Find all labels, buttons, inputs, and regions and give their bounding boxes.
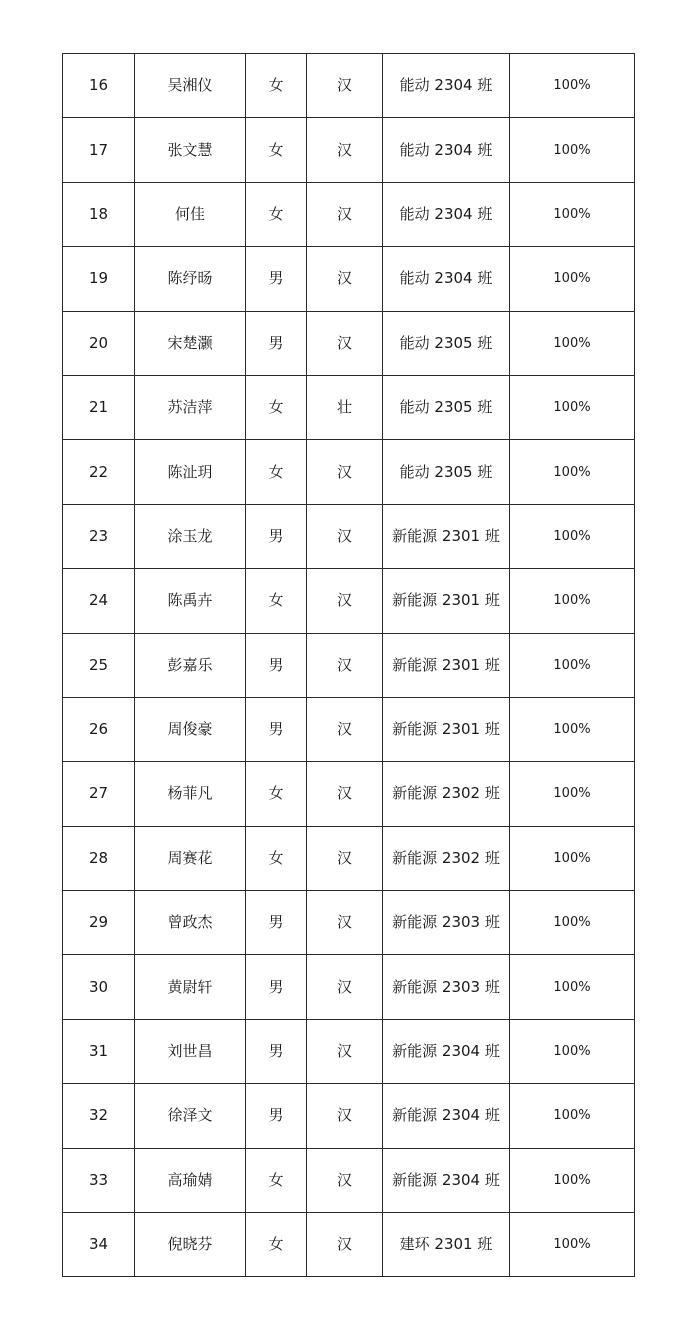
table-row xyxy=(63,826,635,890)
student-ethnicity: 汉 xyxy=(307,1213,383,1277)
table-row xyxy=(63,54,635,118)
completion-rate: 100% xyxy=(510,182,635,246)
completion-rate: 100% xyxy=(510,1019,635,1083)
student-name: 周俊豪 xyxy=(135,697,246,761)
student-ethnicity: 汉 xyxy=(307,118,383,182)
student-ethnicity: 汉 xyxy=(307,1148,383,1212)
student-class: 建环 2301 班 xyxy=(383,1213,510,1277)
student-gender: 男 xyxy=(246,311,307,375)
student-class: 能动 2304 班 xyxy=(383,182,510,246)
roster-table-body xyxy=(63,54,635,1277)
student-ethnicity: 汉 xyxy=(307,955,383,1019)
completion-rate: 100% xyxy=(510,826,635,890)
completion-rate: 100% xyxy=(510,569,635,633)
row-number: 23 xyxy=(63,504,135,568)
student-class: 新能源 2301 班 xyxy=(383,697,510,761)
row-number: 30 xyxy=(63,955,135,1019)
student-name: 陈纾旸 xyxy=(135,247,246,311)
row-number: 28 xyxy=(63,826,135,890)
table-row xyxy=(63,311,635,375)
student-name: 苏洁萍 xyxy=(135,375,246,439)
table-row xyxy=(63,569,635,633)
student-name: 何佳 xyxy=(135,182,246,246)
completion-rate: 100% xyxy=(510,311,635,375)
student-ethnicity: 汉 xyxy=(307,1084,383,1148)
completion-rate: 100% xyxy=(510,955,635,1019)
student-gender: 男 xyxy=(246,697,307,761)
student-gender: 女 xyxy=(246,182,307,246)
student-class: 新能源 2302 班 xyxy=(383,762,510,826)
student-gender: 女 xyxy=(246,440,307,504)
student-ethnicity: 汉 xyxy=(307,182,383,246)
student-name: 刘世昌 xyxy=(135,1019,246,1083)
student-class: 新能源 2303 班 xyxy=(383,891,510,955)
completion-rate: 100% xyxy=(510,1084,635,1148)
row-number: 24 xyxy=(63,569,135,633)
student-class: 能动 2304 班 xyxy=(383,118,510,182)
student-gender: 男 xyxy=(246,1019,307,1083)
student-gender: 女 xyxy=(246,375,307,439)
student-roster-table xyxy=(62,53,635,1277)
student-class: 能动 2305 班 xyxy=(383,440,510,504)
table-row xyxy=(63,1084,635,1148)
completion-rate: 100% xyxy=(510,375,635,439)
student-class: 能动 2305 班 xyxy=(383,311,510,375)
table-row xyxy=(63,1213,635,1277)
student-gender: 女 xyxy=(246,1213,307,1277)
student-gender: 女 xyxy=(246,569,307,633)
table-row xyxy=(63,1019,635,1083)
student-class: 新能源 2301 班 xyxy=(383,504,510,568)
row-number: 25 xyxy=(63,633,135,697)
student-class: 能动 2304 班 xyxy=(383,54,510,118)
student-gender: 男 xyxy=(246,247,307,311)
completion-rate: 100% xyxy=(510,633,635,697)
row-number: 20 xyxy=(63,311,135,375)
student-gender: 男 xyxy=(246,891,307,955)
student-class: 新能源 2304 班 xyxy=(383,1019,510,1083)
student-ethnicity: 壮 xyxy=(307,375,383,439)
row-number: 16 xyxy=(63,54,135,118)
student-class: 新能源 2303 班 xyxy=(383,955,510,1019)
student-gender: 女 xyxy=(246,1148,307,1212)
table-row xyxy=(63,697,635,761)
student-ethnicity: 汉 xyxy=(307,1019,383,1083)
row-number: 22 xyxy=(63,440,135,504)
student-ethnicity: 汉 xyxy=(307,633,383,697)
student-gender: 女 xyxy=(246,762,307,826)
student-name: 陈沚玥 xyxy=(135,440,246,504)
student-ethnicity: 汉 xyxy=(307,569,383,633)
row-number: 33 xyxy=(63,1148,135,1212)
row-number: 17 xyxy=(63,118,135,182)
row-number: 26 xyxy=(63,697,135,761)
student-ethnicity: 汉 xyxy=(307,54,383,118)
table-row xyxy=(63,182,635,246)
student-ethnicity: 汉 xyxy=(307,247,383,311)
student-gender: 男 xyxy=(246,504,307,568)
student-name: 吴湘仪 xyxy=(135,54,246,118)
student-name: 宋楚灏 xyxy=(135,311,246,375)
student-gender: 男 xyxy=(246,633,307,697)
table-row xyxy=(63,247,635,311)
row-number: 21 xyxy=(63,375,135,439)
completion-rate: 100% xyxy=(510,247,635,311)
table-row xyxy=(63,504,635,568)
completion-rate: 100% xyxy=(510,440,635,504)
table-row xyxy=(63,118,635,182)
student-name: 周赛花 xyxy=(135,826,246,890)
student-gender: 女 xyxy=(246,118,307,182)
student-name: 高瑜婧 xyxy=(135,1148,246,1212)
student-name: 彭嘉乐 xyxy=(135,633,246,697)
row-number: 32 xyxy=(63,1084,135,1148)
row-number: 19 xyxy=(63,247,135,311)
completion-rate: 100% xyxy=(510,762,635,826)
table-row xyxy=(63,891,635,955)
row-number: 34 xyxy=(63,1213,135,1277)
student-class: 新能源 2301 班 xyxy=(383,633,510,697)
student-gender: 男 xyxy=(246,1084,307,1148)
completion-rate: 100% xyxy=(510,54,635,118)
row-number: 31 xyxy=(63,1019,135,1083)
student-name: 张文慧 xyxy=(135,118,246,182)
table-row xyxy=(63,762,635,826)
table-row xyxy=(63,633,635,697)
student-gender: 女 xyxy=(246,826,307,890)
student-ethnicity: 汉 xyxy=(307,504,383,568)
student-ethnicity: 汉 xyxy=(307,311,383,375)
student-gender: 女 xyxy=(246,54,307,118)
student-class: 能动 2305 班 xyxy=(383,375,510,439)
completion-rate: 100% xyxy=(510,118,635,182)
student-ethnicity: 汉 xyxy=(307,826,383,890)
student-name: 黄尉轩 xyxy=(135,955,246,1019)
completion-rate: 100% xyxy=(510,1213,635,1277)
table-row xyxy=(63,440,635,504)
completion-rate: 100% xyxy=(510,504,635,568)
student-name: 曾政杰 xyxy=(135,891,246,955)
completion-rate: 100% xyxy=(510,891,635,955)
table-row xyxy=(63,1148,635,1212)
row-number: 18 xyxy=(63,182,135,246)
student-class: 新能源 2304 班 xyxy=(383,1148,510,1212)
table-row xyxy=(63,955,635,1019)
student-name: 倪晓芬 xyxy=(135,1213,246,1277)
student-gender: 男 xyxy=(246,955,307,1019)
student-name: 徐泽文 xyxy=(135,1084,246,1148)
student-ethnicity: 汉 xyxy=(307,891,383,955)
student-name: 陈禹卉 xyxy=(135,569,246,633)
student-class: 新能源 2302 班 xyxy=(383,826,510,890)
completion-rate: 100% xyxy=(510,1148,635,1212)
student-name: 涂玉龙 xyxy=(135,504,246,568)
student-ethnicity: 汉 xyxy=(307,697,383,761)
student-name: 杨菲凡 xyxy=(135,762,246,826)
completion-rate: 100% xyxy=(510,697,635,761)
row-number: 27 xyxy=(63,762,135,826)
student-class: 新能源 2301 班 xyxy=(383,569,510,633)
row-number: 29 xyxy=(63,891,135,955)
student-class: 新能源 2304 班 xyxy=(383,1084,510,1148)
student-ethnicity: 汉 xyxy=(307,440,383,504)
student-ethnicity: 汉 xyxy=(307,762,383,826)
table-row xyxy=(63,375,635,439)
student-class: 能动 2304 班 xyxy=(383,247,510,311)
